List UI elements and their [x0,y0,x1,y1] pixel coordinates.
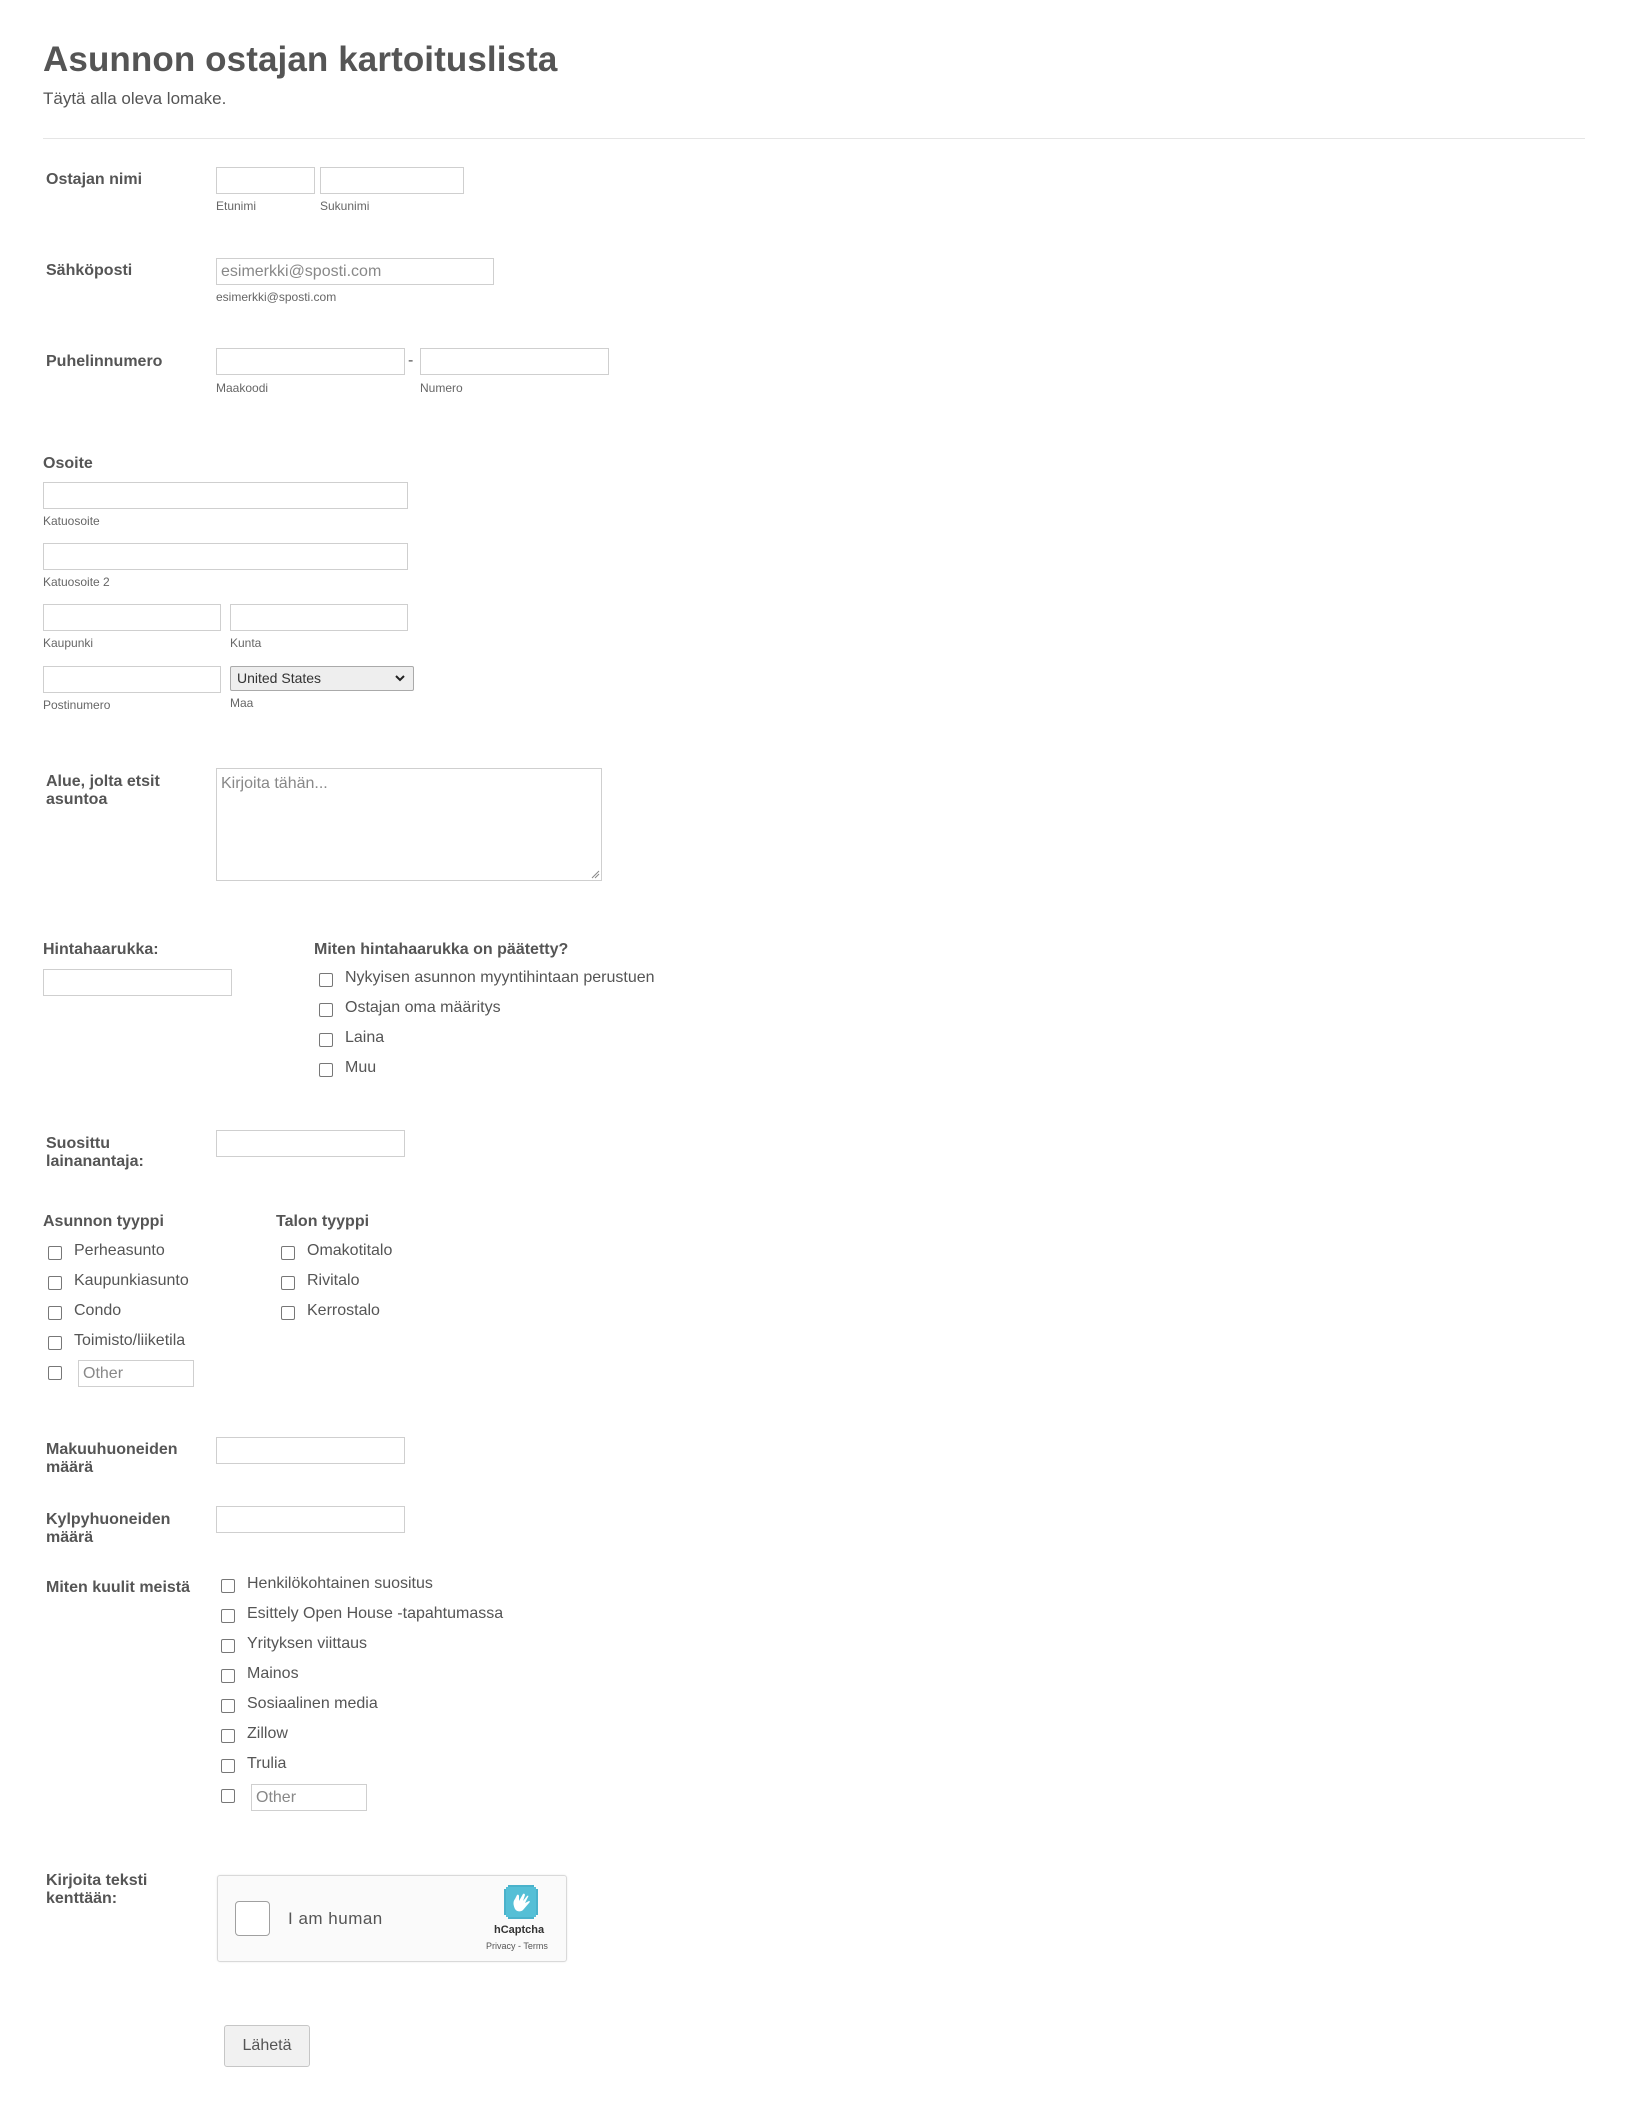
heard-other-input[interactable]: Other [251,1784,367,1811]
home-type-other-input[interactable]: Other [78,1360,194,1387]
price-method-checkbox-3[interactable] [319,1033,333,1047]
house-type-checkbox-1[interactable] [281,1246,295,1260]
price-method-option: Nykyisen asunnon myyntihintaan perustuen [345,969,655,986]
heard-checkbox-4[interactable] [221,1669,235,1683]
first-name-sublabel: Etunimi [216,199,257,213]
house-type-option: Rivitalo [307,1272,360,1289]
home-type-option: Toimisto/liiketila [74,1332,186,1349]
price-method-checkbox-2[interactable] [319,1003,333,1017]
area-placeholder: Kirjoita tähän... [221,775,328,792]
heard-checkbox-6[interactable] [221,1729,235,1743]
home-type-option: Perheasunto [74,1242,165,1259]
first-name-input[interactable] [216,167,315,194]
city-input[interactable] [43,604,221,631]
header-divider [43,138,1585,139]
house-type-checkbox-3[interactable] [281,1306,295,1320]
home-type-checkbox-3[interactable] [48,1306,62,1320]
price-range-label: Hintahaarukka: [43,941,159,958]
email-label: Sähköposti [46,262,133,279]
city-sublabel: Kaupunki [43,636,94,650]
street-input[interactable] [43,482,408,509]
area-textarea[interactable] [216,768,602,881]
hcaptcha-logo-icon [502,1883,540,1921]
heard-option: Trulia [247,1755,287,1772]
email-input[interactable]: esimerkki@sposti.com [216,258,494,285]
country-sublabel: Maa [230,696,254,710]
heard-checkbox-3[interactable] [221,1639,235,1653]
buyer-name-label: Ostajan nimi [46,171,143,188]
home-type-other-checkbox[interactable] [48,1366,62,1380]
zip-sublabel: Postinumero [43,698,111,712]
heard-checkbox-7[interactable] [221,1759,235,1773]
submit-button[interactable]: Lähetä [224,2025,310,2067]
resize-grip-icon[interactable] [590,869,600,879]
price-method-option: Laina [345,1029,385,1046]
last-name-sublabel: Sukunimi [320,199,370,213]
price-method-option: Muu [345,1059,377,1076]
lender-input[interactable] [216,1130,405,1157]
house-type-option: Kerrostalo [307,1302,380,1319]
home-type-option: Condo [74,1302,122,1319]
street2-sublabel: Katuosoite 2 [43,575,110,589]
captcha-checkbox[interactable] [235,1901,270,1936]
email-sublabel: esimerkki@sposti.com [216,290,337,304]
price-method-option: Ostajan oma määritys [345,999,501,1016]
bathrooms-label: Kylpyhuoneiden määrä [46,1511,171,1546]
heard-option: Yrityksen viittaus [247,1635,368,1652]
country-select-value: United States [237,670,322,686]
captcha-text: I am human [288,1909,383,1928]
home-type-checkbox-1[interactable] [48,1246,62,1260]
form-title: Asunnon ostajan kartoituslista [43,40,558,79]
heard-other-checkbox[interactable] [221,1789,235,1803]
bathrooms-input[interactable] [216,1506,405,1533]
heard-checkbox-1[interactable] [221,1579,235,1593]
captcha-label: Kirjoita teksti kenttään: [46,1872,148,1907]
state-sublabel: Kunta [230,636,262,650]
address-label: Osoite [43,455,93,472]
heard-option: Sosiaalinen media [247,1695,378,1712]
form-subtitle: Täytä alla oleva lomake. [43,89,227,108]
street2-input[interactable] [43,543,408,570]
bedrooms-label: Makuuhuoneiden määrä [46,1441,178,1476]
house-type-label: Talon tyyppi [276,1213,370,1230]
heard-option: Henkilökohtainen suositus [247,1575,433,1592]
heard-option: Mainos [247,1665,299,1682]
phone-separator: - [408,352,414,369]
price-range-input[interactable] [43,969,232,996]
phone-number-input[interactable] [420,348,609,375]
bedrooms-input[interactable] [216,1437,405,1464]
house-type-checkbox-2[interactable] [281,1276,295,1290]
chevron-down-icon [393,671,407,685]
phone-number-sublabel: Numero [420,381,463,395]
heard-checkbox-5[interactable] [221,1699,235,1713]
phone-area-sublabel: Maakoodi [216,381,269,395]
heard-option: Esittely Open House -tapahtumassa [247,1605,504,1622]
country-select[interactable] [230,666,414,691]
home-type-checkbox-2[interactable] [48,1276,62,1290]
house-type-option: Omakotitalo [307,1242,393,1259]
captcha-brand: hCaptcha [494,1924,545,1936]
last-name-input[interactable] [320,167,464,194]
price-method-checkbox-1[interactable] [319,973,333,987]
phone-area-input[interactable] [216,348,405,375]
heard-label: Miten kuulit meistä [46,1579,191,1596]
zip-input[interactable] [43,666,221,693]
price-method-checkbox-4[interactable] [319,1063,333,1077]
phone-label: Puhelinnumero [46,353,163,370]
home-type-option: Kaupunkiasunto [74,1272,189,1289]
street-sublabel: Katuosoite [43,514,100,528]
lender-label: Suosittu lainanantaja: [46,1135,144,1170]
heard-option: Zillow [247,1725,288,1742]
home-type-label: Asunnon tyyppi [43,1213,164,1230]
area-label: Alue, jolta etsit asuntoa [46,773,160,808]
hcaptcha-widget [217,1875,567,1962]
home-type-checkbox-4[interactable] [48,1336,62,1350]
heard-checkbox-2[interactable] [221,1609,235,1623]
price-method-label: Miten hintahaarukka on päätetty? [314,941,569,958]
captcha-links[interactable]: Privacy - Terms [486,1941,548,1951]
state-input[interactable] [230,604,408,631]
